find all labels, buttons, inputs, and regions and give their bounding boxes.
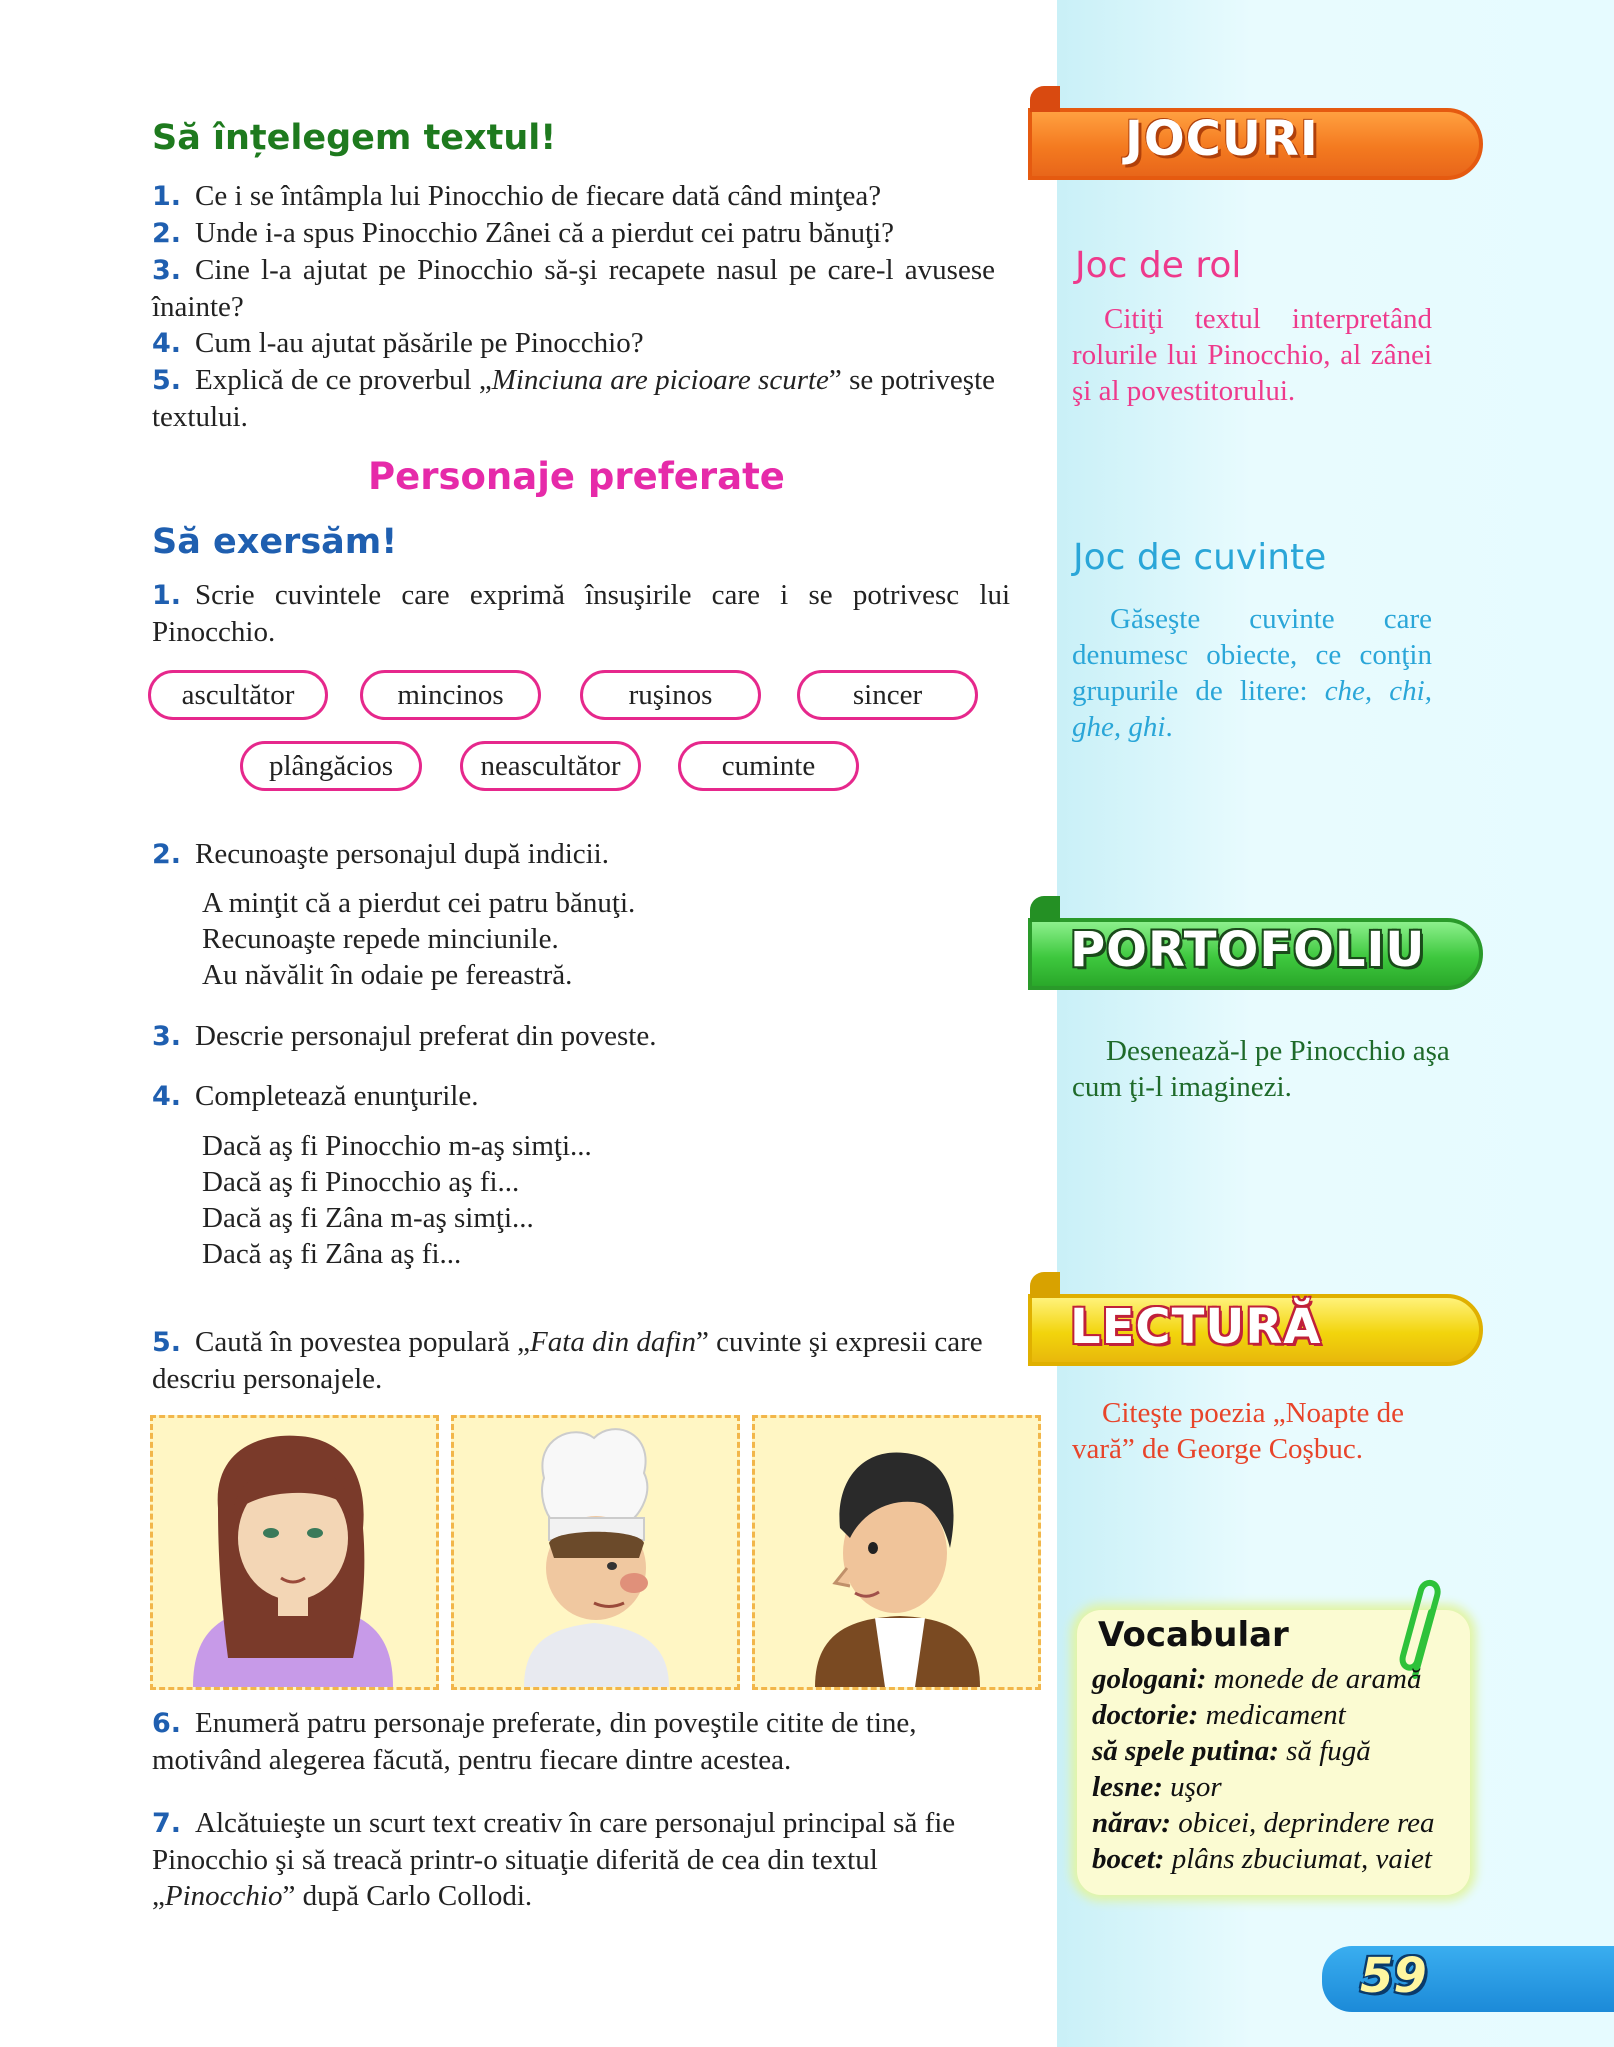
sentence-line: Dacă aş fi Zâna aş fi... <box>202 1238 462 1270</box>
question-4 <box>152 325 995 362</box>
question-text: Cum l-au ajutat păsările pe Pinocchio? <box>195 327 644 359</box>
lectura-text: Citeşte poezia „Noapte de vară” de George Coşbuc. <box>1072 1397 1404 1465</box>
heading-exersam: Să exersăm! <box>152 522 398 562</box>
exercise-6 <box>152 1705 997 1778</box>
exercise-number: 7. <box>152 1808 182 1839</box>
question-list <box>152 178 995 435</box>
word-pill: plângăcios <box>240 741 422 791</box>
vocab-definition: obicei, deprindere rea <box>1170 1807 1435 1839</box>
vocabular-title: Vocabular <box>1098 1615 1289 1655</box>
word-pill: sincer <box>797 670 978 720</box>
joc-de-cuvinte-text-part: Găseşte cuvinte care denumesc obiecte, ce conţin grupurile de litere: <box>1072 603 1432 707</box>
exercise-number: 5. <box>152 1327 182 1358</box>
story-title: Fata din dafin <box>530 1326 696 1358</box>
vocab-entry <box>1092 1805 1472 1841</box>
exercise-text: Completează enunţurile. <box>195 1080 479 1112</box>
exercise-text: Alcătuieşte un scurt text creativ în care personajul principal să fie Pinocchio şi să treacă printr-o situaţie diferită de cea din textul „ <box>152 1807 956 1912</box>
exercise-text: Caută în povestea populară „ <box>195 1326 531 1358</box>
vocab-definition: medicament <box>1198 1699 1346 1731</box>
vocab-term: lesne: <box>1092 1771 1163 1803</box>
clue-line: Au năvălit în odaie pe fereastră. <box>202 959 573 991</box>
vocab-entry <box>1092 1841 1472 1877</box>
joc-de-rol-text: Citiţi textul interpretând rolurile lui Pinocchio, al zânei şi al povestitorului. <box>1072 303 1432 407</box>
sentence-line: Dacă aş fi Pinocchio aş fi... <box>202 1166 520 1198</box>
vocab-term: doctorie: <box>1092 1699 1199 1731</box>
exercise-number: 6. <box>152 1708 182 1739</box>
exercise-4-sentences <box>202 1128 592 1272</box>
vocabular-list <box>1092 1661 1472 1877</box>
question-text: Unde i-a spus Pinocchio Zânei că a pierdut cei patru bănuţi? <box>195 217 895 249</box>
vocab-definition: să fugă <box>1278 1735 1371 1767</box>
question-5 <box>152 362 995 435</box>
banner-curl <box>1030 86 1060 112</box>
heading-intelegem: Să înțelegem textul! <box>152 118 557 158</box>
vocab-entry <box>1092 1661 1472 1697</box>
section-title: Personaje preferate <box>368 455 785 498</box>
question-text: Explică de ce proverbul „ <box>195 364 492 396</box>
book-title: Pinocchio <box>164 1880 283 1912</box>
illustration-girl <box>150 1415 439 1690</box>
exercise-2 <box>152 836 609 873</box>
vocab-entry <box>1092 1697 1472 1733</box>
word-pill: ascultător <box>148 670 328 720</box>
joc-de-cuvinte-text-part: . <box>1165 711 1173 743</box>
exercise-text: ” după Carlo Collodi. <box>282 1880 533 1912</box>
word-pill: cuminte <box>678 741 859 791</box>
banner-curl <box>1030 1272 1060 1298</box>
exercise-text: Scrie cuvintele care exprimă însuşirile care i se potrivesc lui Pinocchio. <box>152 579 1010 648</box>
letter-groups: che, chi, ghe, ghi <box>1072 675 1432 743</box>
vocab-term: bocet: <box>1092 1843 1165 1875</box>
word-pill: mincinos <box>360 670 541 720</box>
portofoliu-text: Desenează-l pe Pinocchio aşa cum ţi-l imaginezi. <box>1072 1035 1450 1103</box>
question-2 <box>152 215 995 252</box>
illustration-boy <box>752 1415 1041 1690</box>
question-number: 3. <box>152 255 182 286</box>
exercise-1 <box>152 577 1010 650</box>
vocab-entry <box>1092 1769 1472 1805</box>
exercise-2-clues <box>202 885 635 993</box>
question-text: Ce i se întâmpla lui Pinocchio de fiecare dată când minţea? <box>195 180 882 212</box>
sentence-line: Dacă aş fi Zâna m-aş simţi... <box>202 1202 534 1234</box>
sentence-line: Dacă aş fi Pinocchio m-aş simţi... <box>202 1130 592 1162</box>
clue-line: Recunoaşte repede minciunile. <box>202 923 559 955</box>
question-text: Cine l-a ajutat pe Pinocchio să-şi recapete nasul pe care-l avusese înainte? <box>152 254 995 323</box>
joc-de-cuvinte-title: Joc de cuvinte <box>1073 537 1327 578</box>
illustration-cook <box>451 1415 740 1690</box>
question-number: 2. <box>152 218 182 249</box>
vocab-definition: uşor <box>1162 1771 1222 1803</box>
jocuri-banner-label: JOCURI <box>1125 111 1319 167</box>
exercise-7 <box>152 1805 997 1914</box>
banner-curl <box>1030 896 1060 922</box>
question-number: 1. <box>152 181 182 212</box>
exercise-text: Enumeră patru personaje preferate, din poveştile citite de tine, motivând alegerea făcută, pentru fiecare dintre acestea. <box>152 1707 917 1776</box>
vocab-definition: plâns zbuciumat, vaiet <box>1164 1843 1432 1875</box>
question-3 <box>152 252 995 325</box>
exercise-number: 2. <box>152 839 182 870</box>
proverb-text: Minciuna are picioare scurte <box>491 364 829 396</box>
vocab-term: nărav: <box>1092 1807 1171 1839</box>
page-number: 59 <box>1360 1948 1427 2004</box>
exercise-text: Recunoaşte personajul după indicii. <box>195 838 609 870</box>
exercise-number: 1. <box>152 580 182 611</box>
exercise-3 <box>152 1018 656 1055</box>
vocab-entry <box>1092 1733 1472 1769</box>
vocab-term: să spele putina: <box>1092 1735 1279 1767</box>
question-number: 4. <box>152 328 182 359</box>
vocab-term: gologani: <box>1092 1663 1207 1695</box>
exercise-number: 4. <box>152 1081 182 1112</box>
question-number: 5. <box>152 365 182 396</box>
question-1 <box>152 178 995 215</box>
clue-line: A minţit că a pierdut cei patru bănuţi. <box>202 887 636 919</box>
exercise-text: ” cuvinte şi expresii care descriu personajele. <box>152 1326 983 1395</box>
lectura-banner-label: LECTURĂ <box>1070 1299 1322 1355</box>
exercise-5 <box>152 1324 997 1397</box>
joc-de-cuvinte-text <box>1072 601 1432 745</box>
portofoliu-banner-label: PORTOFOLIU <box>1070 922 1426 978</box>
exercise-text: Descrie personajul preferat din poveste. <box>195 1020 657 1052</box>
vocab-definition: monede de aramă <box>1206 1663 1422 1695</box>
joc-de-rol-title: Joc de rol <box>1075 245 1242 286</box>
exercise-number: 3. <box>152 1021 182 1052</box>
word-pill: neascultător <box>460 741 641 791</box>
word-pill: ruşinos <box>580 670 761 720</box>
question-text: ” se potriveşte textului. <box>152 364 995 433</box>
exercise-4 <box>152 1078 479 1115</box>
